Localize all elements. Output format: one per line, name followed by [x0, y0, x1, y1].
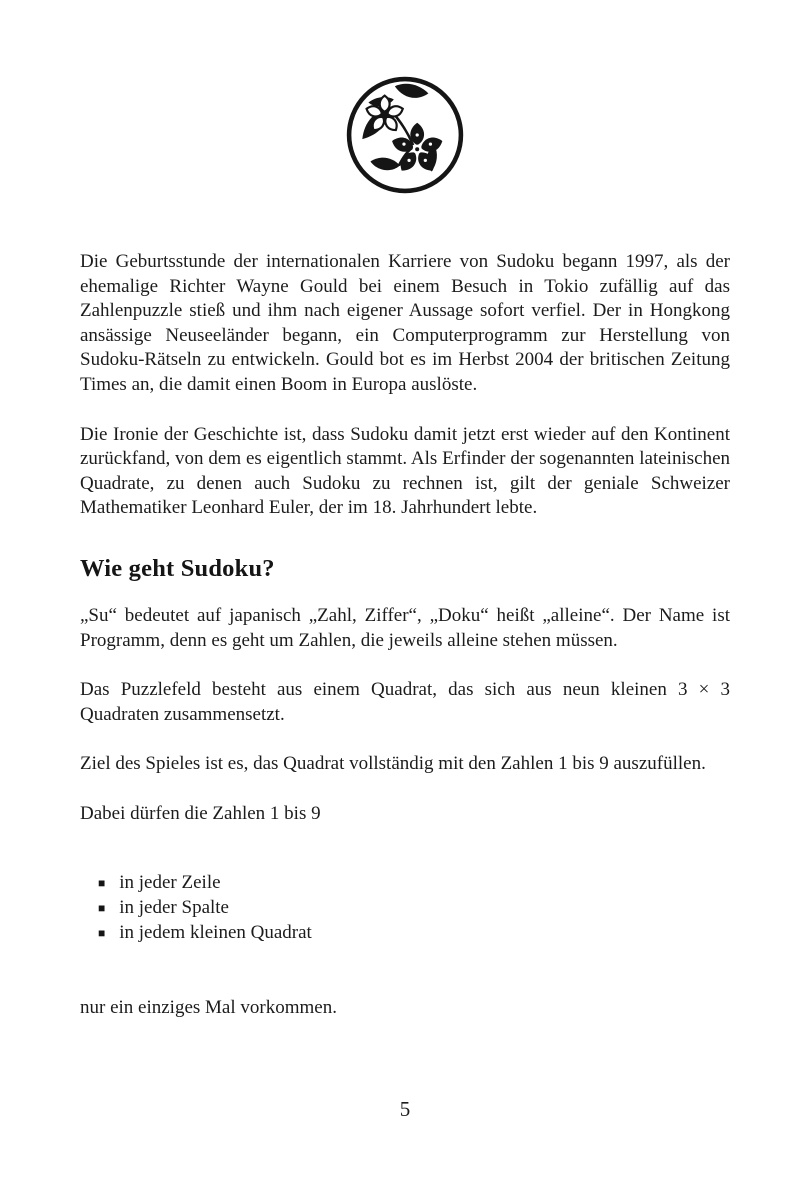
page-number: 5	[399, 1097, 411, 1121]
square-bullet-icon: ■	[98, 900, 106, 915]
floral-crest-ornament	[344, 74, 466, 196]
list-item-label: in jedem kleinen Quadrat	[119, 921, 312, 943]
square-bullet-icon: ■	[98, 925, 106, 940]
paragraph-rule-lead: Dabei dürfen die Zahlen 1 bis 9	[80, 802, 321, 824]
paragraph-puzzle-field: Das Puzzlefeld besteht aus einem Quadrat, das sich aus neun kleinen 3 × 3 Quadraten zusammensetzt.	[80, 679, 730, 725]
rules-list	[98, 871, 730, 946]
paragraph-rule-closing: nur ein einziges Mal vorkommen.	[80, 996, 337, 1018]
square-bullet-icon: ■	[98, 875, 106, 890]
list-item-label: in jeder Spalte	[119, 896, 229, 918]
section-heading: Wie geht Sudoku?	[80, 554, 275, 582]
paragraph-goal: Ziel des Spieles ist es, das Quadrat vollständig mit den Zahlen 1 bis 9 auszufüllen.	[80, 753, 706, 775]
list-item	[98, 871, 730, 896]
floral-crest-icon	[344, 74, 466, 196]
paragraph-history-2: Die Ironie der Geschichte ist, dass Sudoku damit jetzt erst wieder auf den Kontinent zurückfand, von dem es eigentlich stammt. Als Erfinder der sogenannten lateinischen Quadrate, zu denen auch Sudoku zu rechnen ist, gilt der geniale Schweizer Mathematiker Leonhard Euler, der im 18. Jahrhundert lebte.	[80, 423, 730, 519]
list-item	[98, 896, 730, 921]
paragraph-history-1: Die Geburtsstunde der internationalen Karriere von Sudoku begann 1997, als der ehemalige Richter Wayne Gould bei einem Besuch in Tokio zufällig auf das Zahlenpuzzle stieß und ihm nach eigener Aussage sofort verfiel. Der in Hongkong ansässige Neuseeländer begann, ein Computerprogramm zur Herstellung von Sudoku-Rätseln zu entwickeln. Gould bot es im Herbst 2004 der britischen Zeitung Times an, die damit einen Boom in Europa auslöste.	[80, 251, 730, 395]
paragraph-name-meaning: „Su“ bedeutet auf japanisch „Zahl, Ziffer“, „Doku“ heißt „alleine“. Der Name ist Programm, denn es geht um Zahlen, die jeweils alleine stehen müssen.	[80, 604, 730, 651]
list-item	[98, 921, 730, 946]
list-item-label: in jeder Zeile	[119, 871, 221, 893]
page-content	[0, 250, 810, 1020]
